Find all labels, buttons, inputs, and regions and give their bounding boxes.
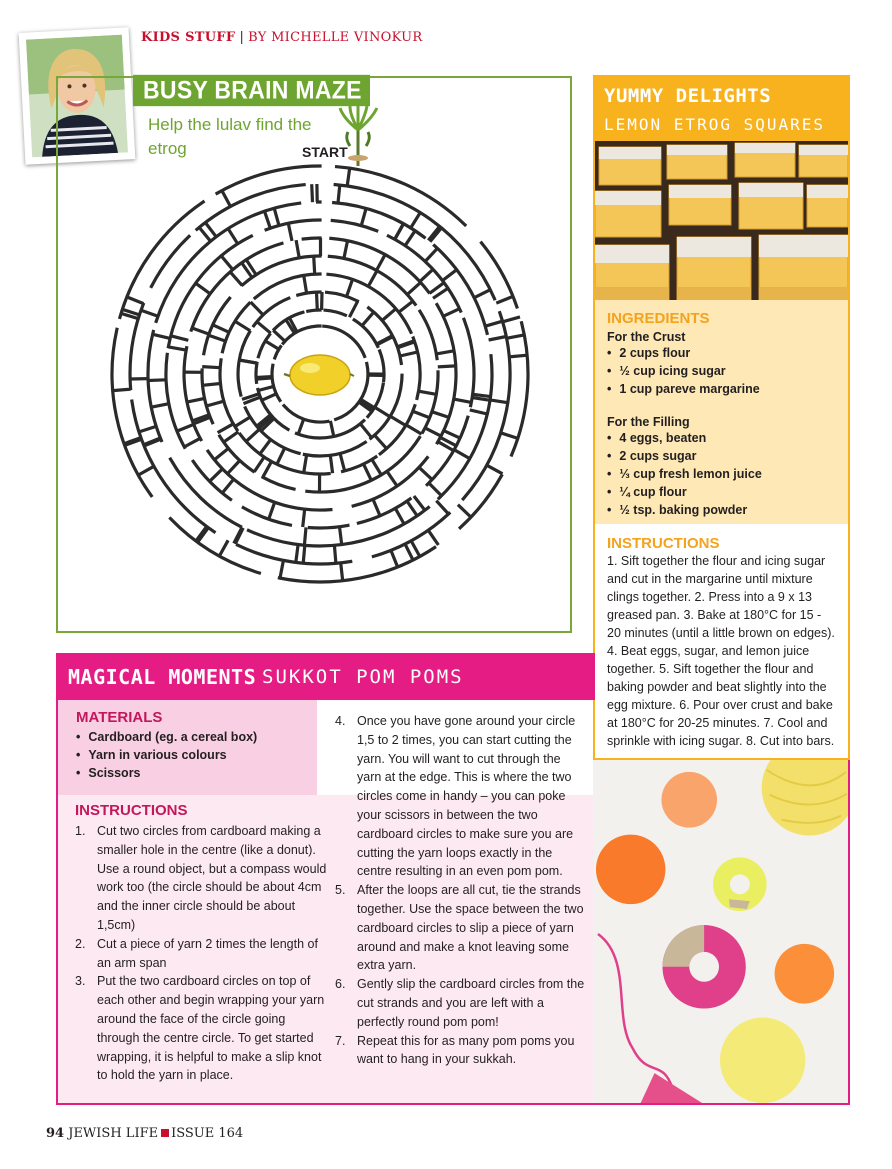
header-separator: | (239, 30, 245, 45)
circular-maze[interactable] (96, 150, 544, 598)
recipe-subtitle: LEMON ETROG SQUARES (604, 115, 826, 134)
step-item (75, 822, 327, 935)
pompom-steps-column-1 (75, 822, 327, 1085)
list-item: • ⅓ cup fresh lemon juice (607, 465, 836, 483)
materials-list (76, 728, 317, 782)
list-item: • 4 eggs, beaten (607, 429, 836, 447)
section-name: KIDS STUFF (141, 30, 236, 45)
page-number: 94 (46, 1126, 65, 1141)
ingredients-heading: INGREDIENTS (607, 310, 710, 327)
issue-number: ISSUE 164 (171, 1126, 244, 1141)
step-item (335, 1032, 587, 1070)
list-item: • 2 cups sugar (607, 447, 836, 465)
step-item (75, 972, 327, 1085)
pompom-subtitle: SUKKOT POM POMS (262, 666, 464, 688)
recipe-title: YUMMY DELIGHTS (604, 85, 772, 107)
step-number: 1. (75, 824, 86, 838)
step-number: 3. (75, 974, 86, 989)
list-item: • Scissors (76, 764, 317, 782)
recipe-instructions (595, 524, 848, 750)
section-header (141, 30, 423, 45)
list-item: • 1 cup pareve margarine (607, 380, 836, 398)
list-item: • ½ tsp. baking powder (607, 501, 836, 519)
step-number: 4. (335, 714, 346, 728)
maze-start-label: START (302, 144, 348, 160)
recipe-panel (593, 75, 850, 760)
lemon-squares-photo (595, 141, 848, 300)
list-item: • Yarn in various colours (76, 746, 317, 764)
byline: BY MICHELLE VINOKUR (248, 30, 423, 45)
ingredients-box (595, 300, 848, 524)
etrog-icon (284, 355, 354, 395)
list-item: • ½ cup icing sugar (607, 362, 836, 380)
step-text: Gently slip the cardboard circles from the cut strands and you are left with a perfectly round pom pom! (357, 977, 585, 1029)
step-text: Once you have gone around your circle 1,5 to 2 times, you can start cutting the yarn. You will want to cut through the yarn at the edge. This is where the two circles come in handy – you can poke your scissors in between the two cardboard circles to make sure you are cutting the yarn loops exactly in the centre resulting in an even pom pom. (357, 714, 576, 879)
footer-square-icon (161, 1129, 169, 1137)
step-item (335, 975, 587, 1031)
pompom-instructions-heading: INSTRUCTIONS (75, 802, 188, 819)
pompom-steps-column-2 (335, 712, 587, 1069)
step-item (75, 935, 327, 973)
crust-heading: For the Crust (607, 330, 686, 344)
step-text: Cut two circles from cardboard making a smaller hole in the centre (like a donut). Use a round object, but a compass would work too (the circle should be about 4cm and the inner circle should be about 1,5cm) (97, 824, 327, 932)
list-item: • ¼ cup flour (607, 483, 836, 501)
page-footer (46, 1126, 243, 1141)
recipe-header (595, 77, 848, 141)
step-item (335, 881, 587, 975)
publication-name: JEWISH LIFE (68, 1126, 159, 1141)
materials-box (58, 700, 317, 795)
step-number: 6. (335, 977, 346, 992)
crust-list (607, 344, 836, 398)
list-item: • 2 cups flour (607, 344, 836, 362)
filling-list (607, 429, 836, 519)
filling-heading: For the Filling (607, 415, 690, 429)
materials-heading: MATERIALS (76, 709, 163, 726)
cardboard-ring-yellow (713, 857, 767, 911)
pompoms-photo (593, 760, 850, 1105)
step-text: Repeat this for as many pom poms you want to hang in your sukkah. (357, 1033, 575, 1067)
pompoms-image (593, 760, 848, 1103)
step-item (335, 712, 587, 881)
cardboard-ring-pink (662, 925, 745, 1009)
step-number: 5. (335, 883, 346, 898)
step-text: Put the two cardboard circles on top of each other and begin wrapping your yarn around the face of the circle going through the centre circle. To get started wrapping, it is helpful to make a slip knot to hold the yarn in place. (97, 974, 325, 1083)
pompom-title: MAGICAL MOMENTS (68, 665, 257, 689)
recipe-instructions-heading: INSTRUCTIONS (607, 535, 720, 552)
step-number: 2. (75, 936, 86, 951)
maze-subtitle: Help the lulav find the etrog (148, 115, 312, 158)
list-item: • Cardboard (eg. a cereal box) (76, 728, 317, 746)
step-number: 7. (335, 1033, 346, 1048)
step-text: Cut a piece of yarn 2 times the length of an arm span (97, 936, 318, 970)
step-text: After the loops are all cut, tie the strands together. Use the space between the two cardboard circles to slip a piece of yarn around and make a knot leaving some extra yarn. (357, 883, 584, 973)
recipe-instructions-text: 1. Sift together the flour and icing sugar and cut in the margarine until mixture clings together. 2. Press into a 9 x 13 greased pan. 3. Bake at 180°C for 15 - 20 minutes (until a little brown on edges). 4. Beat eggs, sugar, and lemon juice together. 5. Sift together the flour and baking powder and beat slightly into the egg mixture. 6. Pour over crust and bake at 180°C for 20-25 minutes. 7. Cool and sprinkle with icing sugar. 8. Cut into bars. (607, 554, 835, 748)
maze-title: BUSY BRAIN MAZE (133, 75, 370, 106)
